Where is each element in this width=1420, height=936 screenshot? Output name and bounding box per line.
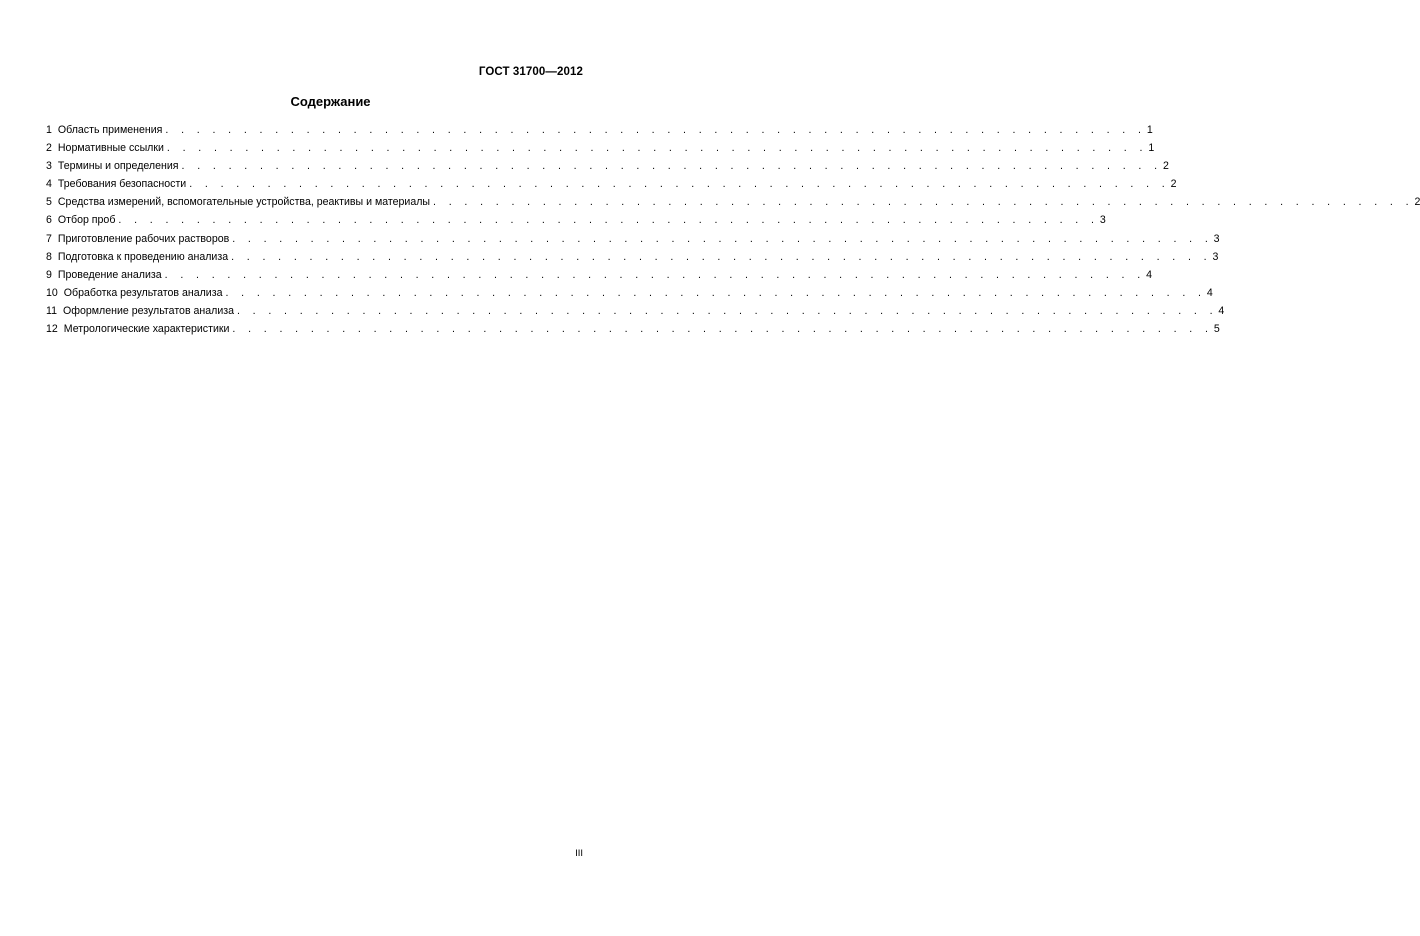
toc-entry-label: Обработка результатов анализа (63, 286, 223, 299)
toc-entry-page: 2 (1170, 178, 1177, 191)
dot-leader: . . . . . . . . . . . . . . . . . . . . . . . . . . . . . . . . . . . . . . . . . . . . . . . . . . . . . . . . . . . . . . . (165, 124, 1146, 136)
toc-entry-page: 1 (1146, 124, 1153, 136)
toc-entry-page: 4 (1206, 286, 1213, 299)
dot-leader: . . . . . . . . . . . . . . . . . . . . . . . . . . . . . . . . . . . . . . . . . . . . . . . . . . . . . . . . . . . . . . . (164, 268, 1146, 281)
toc-entry[interactable] (46, 159, 1169, 177)
toc-entry[interactable] (46, 286, 1213, 304)
toc-entry-page: 3 (1099, 214, 1106, 227)
toc-entry-page: 5 (1213, 323, 1220, 336)
toc-entry-label: Требования безопасности (57, 178, 187, 191)
toc-entry-label: Термины и определения (57, 160, 179, 173)
toc-entry-label: Приготовление рабочих растворов (57, 232, 230, 245)
dot-leader: . . . . . . . . . . . . . . . . . . . . . . . . . . . . . . . . . . . . . . . . . . . . . . . . . . . . . . . . . . . . . . . (232, 323, 1213, 336)
toc-entry-number: 4 (46, 178, 52, 191)
toc-entry-label: Оформление результатов анализа (63, 304, 234, 317)
dot-leader: . . . . . . . . . . . . . . . . . . . . . . . . . . . . . . . . . . . . . . . . . . . . . . . . . . . . . . . . . . . . . . . (433, 196, 1414, 209)
dot-leader: . . . . . . . . . . . . . . . . . . . . . . . . . . . . . . . . . . . . . . . . . . . . . . . . . . . . . . . . . . . . . . . (232, 232, 1213, 245)
toc-entry[interactable] (46, 123, 1153, 141)
toc-entry-page: 4 (1218, 304, 1225, 317)
toc-entry-page: 2 (1162, 160, 1169, 173)
dot-leader: . . . . . . . . . . . . . . . . . . . . . . . . . . . . . . . . . . . . . . . . . . . . . . . . . . . . . . . . . . . . . . . (181, 160, 1162, 173)
toc-entry-number: 6 (46, 214, 52, 227)
toc-entry[interactable] (46, 195, 1420, 213)
toc-title: Содержание (290, 94, 371, 109)
dot-leader: . . . . . . . . . . . . . . . . . . . . . . . . . . . . . . . . . . . . . . . . . . . . . . . . . . . . . . . . . . . . . . . (118, 214, 1099, 227)
toc-entry[interactable] (46, 213, 1106, 231)
toc-entry[interactable] (46, 304, 1225, 322)
toc-entry-number: 9 (46, 268, 52, 281)
toc-entry[interactable] (46, 141, 1155, 159)
toc-entry-number: 11 (46, 304, 57, 317)
dot-leader: . . . . . . . . . . . . . . . . . . . . . . . . . . . . . . . . . . . . . . . . . . . . . . . . . . . . . . . . . . . . . . . (189, 178, 1170, 191)
dot-leader: . . . . . . . . . . . . . . . . . . . . . . . . . . . . . . . . . . . . . . . . . . . . . . . . . . . . . . . . . . . . . . . (166, 142, 1148, 155)
toc-entry-page: 3 (1213, 232, 1220, 245)
toc-entry-number: 1 (46, 124, 52, 136)
toc-entry-number: 12 (46, 323, 58, 336)
toc-entry[interactable] (46, 232, 1220, 250)
toc-entry-label: Область применения (57, 124, 163, 136)
dot-leader: . . . . . . . . . . . . . . . . . . . . . . . . . . . . . . . . . . . . . . . . . . . . . . . . . . . . . . . . . . . . . . . (237, 304, 1218, 317)
toc-entry-page: 3 (1212, 250, 1219, 263)
toc-entry-label: Подготовка к проведению анализа (57, 250, 229, 263)
dot-leader: . . . . . . . . . . . . . . . . . . . . . . . . . . . . . . . . . . . . . . . . . . . . . . . . . . . . . . . . . . . . . . . (225, 286, 1206, 299)
toc-entry-page: 4 (1146, 268, 1152, 281)
toc-entry-page: 2 (1414, 196, 1420, 209)
toc-entry[interactable] (46, 322, 1220, 340)
toc-entry-label: Средства измерений, вспомогательные устройства, реактивы и материалы (57, 196, 431, 209)
toc-entry-number: 3 (46, 160, 52, 173)
toc-entry-number: 5 (46, 196, 52, 209)
toc-entry[interactable] (46, 250, 1219, 268)
toc-entry-number: 10 (46, 286, 58, 299)
toc-entry[interactable] (46, 268, 1152, 286)
table-of-contents (46, 123, 1420, 340)
toc-entry-page: 1 (1148, 142, 1155, 155)
toc-entry-label: Метрологические характеристики (63, 323, 230, 336)
toc-entry-label: Отбор проб (57, 214, 116, 227)
toc-entry-label: Нормативные ссылки (57, 142, 164, 155)
toc-entry-label: Проведение анализа (57, 268, 162, 281)
page-number: III (575, 848, 583, 859)
toc-entry[interactable] (46, 177, 1177, 195)
document-code: ГОСТ 31700—2012 (478, 66, 583, 78)
toc-entry-number: 7 (46, 232, 52, 245)
toc-entry-number: 8 (46, 250, 52, 263)
toc-entry-number: 2 (46, 142, 52, 155)
dot-leader: . . . . . . . . . . . . . . . . . . . . . . . . . . . . . . . . . . . . . . . . . . . . . . . . . . . . . . . . . . . . . . . (231, 250, 1212, 263)
